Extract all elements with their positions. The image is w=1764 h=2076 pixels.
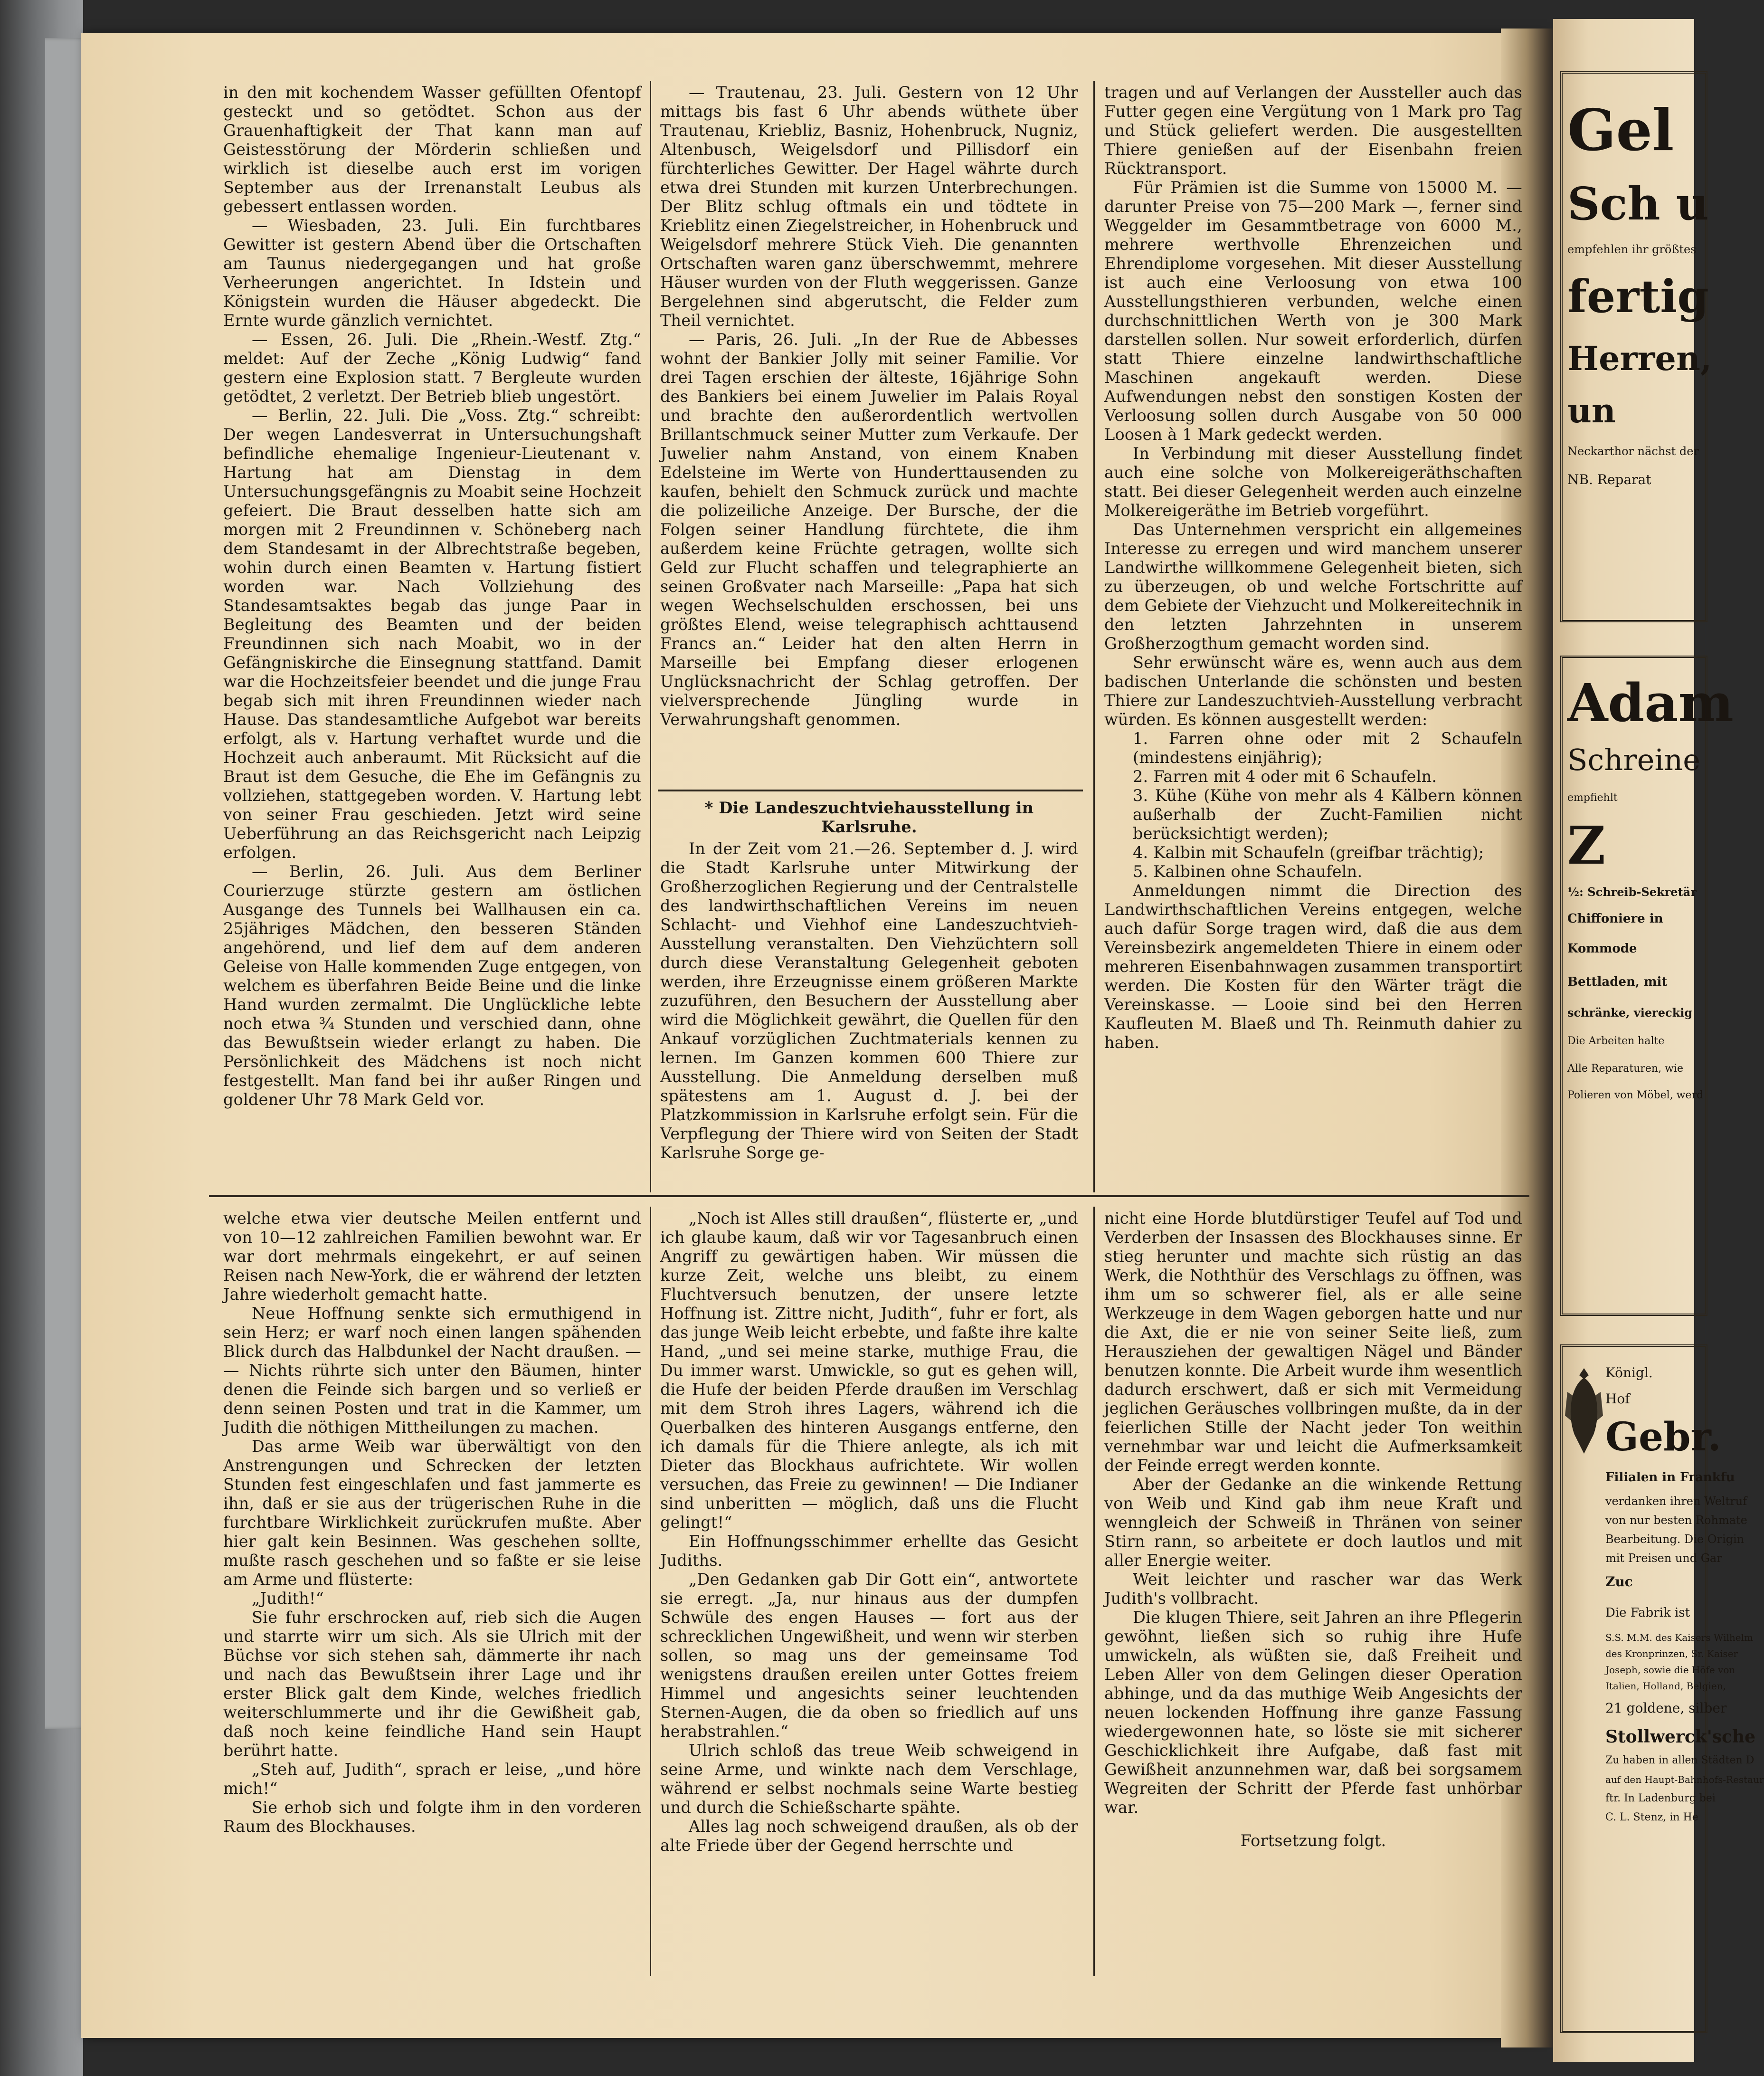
paragraph: Das Unternehmen verspricht ein allgemeines Interesse zu erregen und wird manchem unserer Landwirthe willkommene Gelegenheit bieten, sich zu überzeugen, ob und welche Fortschritte auf dem Gebiete der Viehzucht und Molkereitechnik in den letzten Jahrzehnten in unserem Großherzogthum gemacht worden sind. <box>1104 520 1522 653</box>
paragraph: „Noch ist Alles still draußen“, flüsterte er, „und ich glaube kaum, daß wir vor Tagesanbruch einen Angriff zu gewärtigen haben. Wir müssen die kurze Zeit, welche uns bleibt, zu einem Fluchtversuch benutzen, der unsere letzte Hoffnung ist. Zittre nicht, Judith“, fuhr er fort, als das junge Weib leicht erbebte, und faßte ihre kalte Hand, „und sei meine starke, muthige Frau, die Du immer warst. Umwickle, so gut es gehen will, die Hufe der beiden Pferde draußen im Verschlag mit dem Stroh ihres Lagers, während ich die Querbalken des hinteren Ausgangs entferne, den ich damals für die Thiere anlegte, als ich mit Dieter das Blockhaus aufrichtete. Wir wollen versuchen, das Freie zu gewinnen! — Die Indianer sind unberitten — möglich, daß uns die Flucht gelingt!“ <box>660 1209 1078 1532</box>
paragraph: — Wiesbaden, 23. Juli. Ein furchtbares Gewitter ist gestern Abend über die Ortschaften am Taunus niedergegangen und hat große Verheerungen angerichtet. In Idstein und Königstein wurden die Häuser abgedeckt. Die Ernte wurde gänzlich vernichtet. <box>223 216 641 330</box>
ad-line: auf den Haupt-Bahnhofs-Restaur <box>1605 1774 1764 1785</box>
ad-line: Schreine <box>1567 743 1700 777</box>
ad-line: Kommode <box>1567 942 1637 956</box>
paragraph: nicht eine Horde blutdürstiger Teufel auf Tod und Verderben der Insassen des Blockhauses sinne. Er stieg herunter und machte sich rüstig an das Werk, die Noththür des Verschlags zu öffnen, was ihm um so schwerer fiel, als er alle seine Werkzeuge in dem Wagen geborgen hatte und nur die Axt, die er nie von seiner Seite ließ, zum Herausziehen der gewaltigen Nägel und Bänder benutzen konnte. Die Arbeit wurde ihm wesentlich dadurch erschwert, daß er sich mit Vermeidung jeglichen Geräusches vollbringen mußte, da in der feierlichen Stille der Nacht jeder Ton weithin vernehmbar war und leicht die Aufmerksamkeit der Feinde erregt werden konnte. <box>1104 1209 1522 1475</box>
ad-line: Gel <box>1567 97 1674 164</box>
ad-line: Italien, Holland, Belgien, <box>1605 1680 1726 1692</box>
feuilleton-column-2 <box>660 1209 1078 1969</box>
ad-line: Adam <box>1567 672 1734 733</box>
ad-line: mit Preisen und Gar <box>1605 1552 1722 1565</box>
ad-line: C. L. Stenz, in He <box>1605 1811 1698 1823</box>
paragraph: Anmeldungen nimmt die Direction des Landwirthschaftlichen Vereins entgegen, welche auch dafür Sorge tragen wird, daß die aus dem Vereinsbezirk angemeldeten Thiere in einem oder mehreren Eisenbahnwagen zusammen transportirt werden. Die Kosten für den Wärter trägt die Vereinskasse. — Looie sind bei den Herren Kaufleuten M. Blaeß und Th. Reinmuth dahier zu haben. <box>1104 881 1522 1052</box>
feuilleton-divider <box>209 1195 1529 1197</box>
landeszucht-article <box>660 796 1078 1185</box>
ad-line: Chiffoniere in <box>1567 912 1663 926</box>
paragraph: in den mit kochendem Wasser gefüllten Ofentopf gesteckt und so getödtet. Schon aus der Grauenhaftigkeit der That kann man auf Geistesstörung der Mörderin schließen und wirklich ist dieselbe auch erst im vorigen September aus der Irrenanstalt Leubus als gebessert entlassen worden. <box>223 83 641 216</box>
paragraph: Für Prämien ist die Summe von 15000 M. — darunter Preise von 75—200 Mark —, ferner sind Weggelder im Gesammtbetrage von 6000 M., mehrere werthvolle Ehrenzeichen und Ehrendiplome vorgesehen. Mit dieser Ausstellung ist auch eine Verloosung von etwa 100 Ausstellungsthieren verbunden, welche einen durchschnittlichen Werth von je 300 Mark darstellen sollen. Nur soweit erforderlich, dürfen statt Thiere einzelne landwirthschaftliche Maschinen angekauft werden. Diese Aufwendungen nebst den sonstigen Kosten der Verloosung sollen durch Ausgabe von 50 000 Loosen à 1 Mark gedeckt werden. <box>1104 178 1522 444</box>
paragraph: — Berlin, 26. Juli. Aus dem Berliner Courierzuge stürzte gestern am östlichen Ausgange des Tunnels bei Wallhausen ein ca. 25jähriges Mädchen, den besseren Ständen angehörend, und lief dem auf dem anderen Geleise von Halle kommenden Zuge entgegen, von welchem es überfahren Beide Beine und die linke Hand wurden zermalmt. Die Unglückliche lebte noch etwa ¾ Stunden und verschied dann, ohne das Bewußtsein wieder erlangt zu haben. Die Persönlichkeit des Mädchens ist noch nicht festgestellt. Man fand bei ihr außer Ringen und goldener Uhr 78 Mark Geld vor. <box>223 862 641 1109</box>
paragraph: „Den Gedanken gab Dir Gott ein“, antwortete sie erregt. „Ja, nur hinaus aus der dumpfen Schwüle des engen Hauses — fort aus der schrecklichen Ungewißheit, und wenn wir sterben sollen, so mag uns der gemeinsame Tod wenigstens draußen ereilen unter Gottes freiem Himmel und angesichts seiner leuchtenden Sternen-Augen, die da oben so friedlich auf uns herabstrahlen.“ <box>660 1570 1078 1741</box>
ad-line: NB. Reparat <box>1567 472 1651 487</box>
list-item: 5. Kalbinen ohne Schaufeln. <box>1133 862 1363 881</box>
ad-line: Neckarthor nächst der <box>1567 445 1699 458</box>
ad-line: ftr. In Ladenburg bei <box>1605 1792 1716 1804</box>
list-item: 4. Kalbin mit Schaufeln (greifbar trächtig); <box>1133 843 1484 862</box>
feuilleton-column-1 <box>223 1209 641 1969</box>
ad-line: Königl. <box>1605 1365 1653 1381</box>
feuilleton-column-3 <box>1104 1209 1522 1969</box>
ad-line: Polieren von Möbel, werd <box>1567 1089 1704 1101</box>
ad-line: Filialen in Frankfu <box>1605 1470 1735 1485</box>
list-item: 2. Farren mit 4 oder mit 6 Schaufeln. <box>1133 767 1437 786</box>
ad-line: Zuc <box>1605 1574 1633 1590</box>
section-divider <box>658 790 1083 791</box>
ad-line: 21 goldene, silber <box>1605 1700 1727 1716</box>
paragraph: tragen und auf Verlangen der Aussteller auch das Futter gegen eine Vergütung von 1 Mark pro Tag und Stück geliefert werden. Die ausgestellten Thiere genießen auf der Eisenbahn freien Rücktransport. <box>1104 83 1522 178</box>
ad-line: fertig <box>1567 270 1709 323</box>
ad-line: verdanken ihren Weltruf <box>1605 1495 1747 1508</box>
paragraph: Die klugen Thiere, seit Jahren an ihre Pflegerin gewöhnt, ließen sich so ruhig ihre Hufe umwickeln, als wüßten sie, daß Freiheit und Leben Aller von dem Gelingen dieser Operation abhinge, und da das muthige Weib Angesichts der neuen lockenden Hoffnung ihre ganze Fassung wiedergewonnen hate, so löste sie mit sicherer Geschicklichkeit ihre Aufgabe, daß fast mit Gewißheit anzunnehmen war, daß bei sorgsamem Wegreiten der Schritt der Pferde fast unhörbar war. <box>1104 1608 1522 1817</box>
ad-line: Alle Reparaturen, wie <box>1567 1063 1683 1075</box>
paragraph: welche etwa vier deutsche Meilen entfernt und von 10—12 zahlreichen Familien bewohnt war. Er war dort mehrmals eingekehrt, er auf seinen Reisen nach New-York, die er während der letzten Jahre wiederholt gemacht hatte. <box>223 1209 641 1304</box>
ad-line: Bearbeitung. Die Origin <box>1605 1533 1745 1546</box>
ad-line: Z <box>1567 815 1606 876</box>
paragraph: „Judith!“ <box>252 1589 324 1608</box>
ad-block-2 <box>1567 670 1734 1302</box>
list-item: 3. Kühe (Kühe von mehr als 4 Kälbern können außerhalb der Zucht-Familien nicht berücksichtigt werden); <box>1133 786 1522 843</box>
ad-line: von nur besten Rohmate <box>1605 1514 1747 1527</box>
paragraph: Neue Hoffnung senkte sich ermuthigend in sein Herz; er warf noch einen langen spähenden Blick durch das Halbdunkel der Nacht draußen. — — Nichts rührte sich unter den Bäumen, hinter denen die Feinde sich bargen und so verließ er denn seinen Posten und trat in die Kammer, um Judith die nöthigen Mittheilungen zu machen. <box>223 1304 641 1437</box>
ad-line: Hof <box>1605 1391 1630 1407</box>
paragraph: „Steh auf, Judith“, sprach er leise, „und höre mich!“ <box>223 1760 641 1798</box>
ad-line: Gebr. <box>1605 1414 1721 1460</box>
article-paragraph: In der Zeit vom 21.—26. September d. J. wird die Stadt Karlsruhe unter Mitwirkung der Großherzoglichen Regierung und der Centralstelle des landwirthschaftlichen Vereins im neuen Schlacht- und Viehhof eine Landeszuchtvieh-Ausstellung veranstalten. Den Viehzüchtern soll durch diese Veranstaltung Gelegenheit geboten werden, ihre Erzeugnisse einem größeren Markte zuzuführen, den Besuchern der Ausstellung aber wird die Möglichkeit gewährt, die Quellen für den Ankauf vorzüglichen Zuchtmaterials kennen zu lernen. Im Ganzen kommen 600 Thiere zur Ausstellung. Die Anmeldung derselben muß spätestens am 1. August d. J. bei der Platzkommission in Karlsruhe erfolgt sein. Für die Verpflegung der Thiere wird von Seiten der Stadt Karlsruhe Sorge ge- <box>660 839 1078 1162</box>
ad-line: Bettladen, mit <box>1567 975 1668 989</box>
ad-line: des Kronprinzen, Sr. Kaiser <box>1605 1648 1738 1659</box>
paragraph: Sehr erwünscht wäre es, wenn auch aus dem badischen Unterlande die schönsten und besten Thiere zur Landeszuchtvieh-Ausstellung verbracht würden. Es können ausgestellt werden: <box>1104 653 1522 729</box>
ad-block-3 <box>1605 1359 1764 2014</box>
column-rule <box>650 1207 651 1976</box>
ad-line: Die Arbeiten halte <box>1567 1035 1665 1047</box>
ad-block-1 <box>1567 90 1712 613</box>
list-item: 1. Farren ohne oder mit 2 Schaufeln (mindestens einjährig); <box>1133 729 1522 767</box>
ad-line: Herren, <box>1567 339 1712 378</box>
paragraph: Sie fuhr erschrocken auf, rieb sich die Augen und starrte wirr um sich. Als sie Ulrich mit der Büchse vor sich stehen sah, dämmerte ihr nach und nach das Bewußtsein ihrer Lage und ihr erster Blick galt dem Kinde, welches friedlich weiterschlummerte und ihr die Gewißheit gab, daß noch keine feindliche Hand sein Haupt berührt hatte. <box>223 1608 641 1760</box>
article-heading: * Die Landeszuchtviehausstellung in Karlsruhe. <box>704 799 1034 836</box>
paragraph: — Paris, 26. Juli. „In der Rue de Abbesses wohnt der Bankier Jolly mit seiner Familie. Vor drei Tagen erschien der älteste, 16jährige Sohn des Bankiers bei einem Juwelier im Palais Royal und brachte den außerordentlich wertvollen Brillantschmuck seiner Mutter zum Verkaufe. Der Juwelier nahm Anstand, von einem Knaben Edelsteine im Werte von Hunderttausenden zu kaufen, behielt den Schmuck zurück und machte die polizeiliche Anzeige. Der Bursche, der die Folgen seiner Handlung fürchtete, die ihm außerdem keine Früchte getragen, wollte sich Geld zur Flucht schaffen und telegraphierte an seinen Großvater nach Marseille: „Papa hat sich wegen Wechselschulden erschossen, bei uns größtes Elend, weise telegraphisch achttausend Francs an.“ Leider hat den alten Herrn in Marseille bei Empfang dieser erlogenen Unglücksnachricht der Schlag getroffen. Der vielversprechende Jüngling wurde in Verwahrungshaft genommen. <box>660 330 1078 729</box>
paragraph: — Trautenau, 23. Juli. Gestern von 12 Uhr mittags bis fast 6 Uhr abends wüthete über Trautenau, Kriebliz, Basniz, Hohenbruck, Nugniz, Altenbusch, Weigelsdorf und Pillisdorf ein fürchterliches Gewitter. Der Hagel währte durch etwa drei Stunden mit kurzen Unterbrechungen. Der Blitz schlug oftmals ein und tödtete in Krieblitz einen Ziegelstreicher, in Hohenbruck und Weigelsdorf mehrere Stück Vieh. Die genannten Ortschaften waren ganz überschwemmt, mehrere Häuser wurden von der Fluth weggerissen. Ganze Bergelehnen sind abgerutscht, die Felder zum Theil vernichtet. <box>660 83 1078 330</box>
column-rule <box>1093 1207 1095 1976</box>
ad-line: empfiehlt <box>1567 792 1618 804</box>
paragraph: Ein Hoffnungsschimmer erhellte das Gesicht Judiths. <box>660 1532 1078 1570</box>
imperial-eagle-icon <box>1565 1359 1603 1468</box>
column-rule <box>1093 81 1095 1192</box>
news-column-1 <box>223 83 641 1185</box>
paragraph: Weit leichter und rascher war das Werk Judith's vollbracht. <box>1104 1570 1522 1608</box>
ad-line: Stollwerck'sche <box>1605 1727 1756 1747</box>
ad-line: Zu haben in allen Städten D <box>1605 1754 1755 1766</box>
ad-line: schränke, viereckig <box>1567 1006 1693 1019</box>
paragraph: — Berlin, 22. Juli. Die „Voss. Ztg.“ schreibt: Der wegen Landesverrat in Untersuchungshaft befindliche ehemalige Ingenieur-Lieutenant v. Hartung hat am Dienstag in dem Untersuchungsgefängnis zu Moabit seine Hochzeit gefeiert. Die Braut desselben hatte sich am morgen mit 2 Freundinnen v. Schöneberg nach dem Standesamt in der Albrechtstraße begeben, wohin durch einen Beamten v. Hartung fistiert worden war. Nach Vollziehung des Standesamtsaktes begab das junge Paar in Begleitung des Beamten und der beiden Freundinnen sich nach Moabit, wo in der Gefängniskirche die Einsegnung stattfand. Damit war die Hochzeitsfeier beendet und die junge Frau begab sich mit ihren Freundinnen wieder nach Hause. Das standesamtliche Aufgebot war bereits erfolgt, als v. Hartung verhaftet wurde und die Hochzeit auch anberaumt. Mit Rücksicht auf die Braut ist dem Gesuche, die Ehe im Gefängnis zu vollziehen, stattgegeben worden. V. Hartung lebt von seiner Frau geschieden. Jetzt wird seine Ueberführung an das Reichsgericht nach Leipzig erfolgen. <box>223 406 641 862</box>
column-rule <box>650 81 651 1192</box>
paragraph: — Essen, 26. Juli. Die „Rhein.-Westf. Ztg.“ meldet: Auf der Zeche „König Ludwig“ fand gestern eine Explosion statt. 7 Bergleute wurden getödtet, 2 verletzt. Der Betrieb blieb ungestört. <box>223 330 641 406</box>
continuation-note: Fortsetzung folgt. <box>1240 1831 1386 1850</box>
paragraph: Aber der Gedanke an die winkende Rettung von Weib und Kind gab ihm neue Kraft und wenngleich der Schweiß in Thränen von seiner Stirn rann, so arbeitete er doch lautlos und mit aller Energie weiter. <box>1104 1475 1522 1570</box>
paragraph: Ulrich schloß das treue Weib schweigend in seine Arme, und winkte nach dem Verschlage, während er selbst nochmals seine Warte bestieg und durch die Schießscharte spähte. <box>660 1741 1078 1817</box>
ad-line: un <box>1567 391 1616 430</box>
news-column-3 <box>1104 83 1522 1185</box>
ad-line: Joseph, sowie die Höfe von <box>1605 1664 1736 1676</box>
news-column-2 <box>660 83 1078 786</box>
paragraph: In Verbindung mit dieser Ausstellung findet auch eine solche von Molkereigeräthschaften statt. Bei dieser Gelegenheit werden auch einzelne Molkereigeräthe im Betrieb vorgeführt. <box>1104 444 1522 520</box>
ad-line: Sch u <box>1567 178 1709 230</box>
ad-line: empfehlen ihr größtes <box>1567 243 1697 256</box>
ad-line: S.S. M.M. des Kaisers Wilhelm <box>1605 1632 1753 1643</box>
paragraph: Sie erhob sich und folgte ihm in den vorderen Raum des Blockhauses. <box>223 1798 641 1836</box>
paragraph: Alles lag noch schweigend draußen, als ob der alte Friede über der Gegend herrschte und <box>660 1817 1078 1855</box>
paragraph: Das arme Weib war überwältigt von den Anstrengungen und Schrecken der letzten Stunden fest eingeschlafen und fast jammerte es ihn, daß er sie aus der trügerischen Ruhe in die furchtbare Wirklichkeit zurückrufen mußte. Aber hier galt kein Besinnen. Was geschehen sollte, mußte rasch geschehen und so faßte er sie leise am Arme und flüsterte: <box>223 1437 641 1589</box>
ad-line: ½: Schreib-Sekretär <box>1567 885 1697 899</box>
ad-line: Die Fabrik ist <box>1605 1606 1690 1620</box>
